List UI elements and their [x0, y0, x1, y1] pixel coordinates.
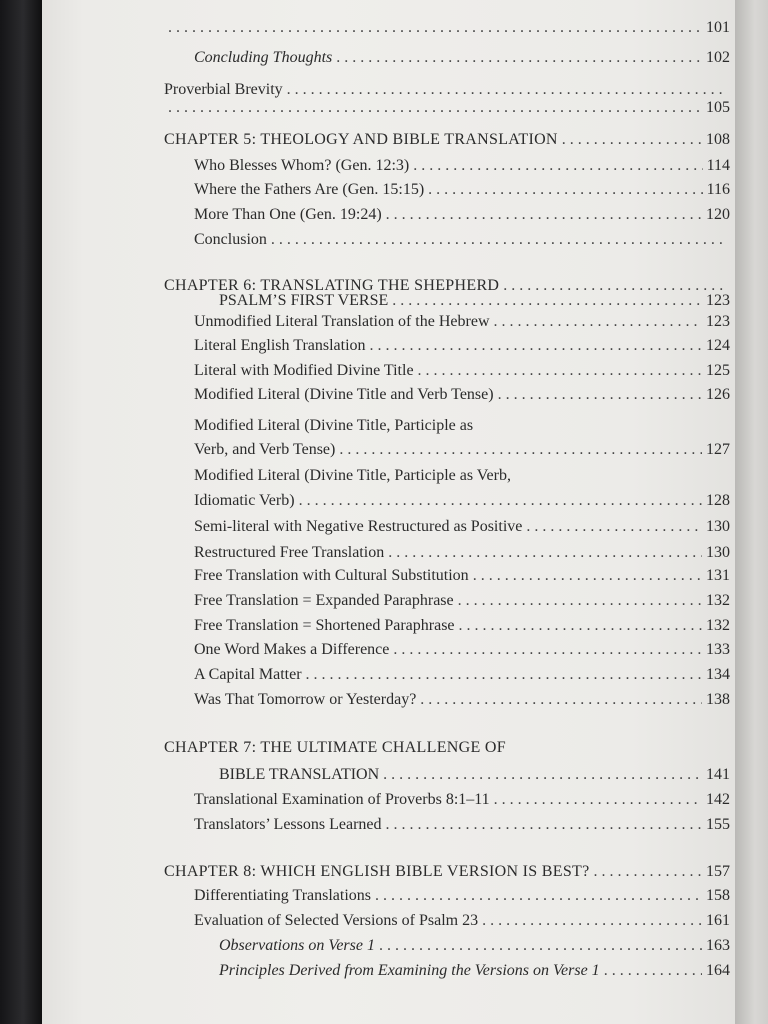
toc-page-number: 142	[706, 791, 730, 808]
toc-entry-title: Free Translation with Cultural Substitution	[194, 567, 469, 584]
toc-page-number: 102	[706, 49, 730, 66]
book-binding	[0, 0, 42, 1024]
toc-entry-title: CHAPTER 6: TRANSLATING THE SHEPHERD	[164, 277, 500, 294]
toc-page-number: 155	[706, 816, 730, 833]
dot-leader	[306, 663, 702, 686]
dot-leader	[413, 154, 702, 177]
toc-page-number: 105	[706, 99, 730, 116]
dot-leader	[336, 46, 702, 69]
toc-entry-title: Where the Fathers Are (Gen. 15:15)	[194, 181, 425, 198]
toc-entry	[194, 515, 730, 538]
toc-entry	[194, 414, 730, 437]
dot-leader	[498, 383, 702, 406]
toc-entry-title: Restructured Free Translation	[194, 544, 385, 561]
toc-page-number: 164	[706, 962, 730, 979]
toc-entry-title: Idiomatic Verb)	[194, 492, 295, 509]
dot-leader	[458, 589, 702, 612]
toc-entry	[164, 736, 730, 759]
toc-entry	[164, 96, 730, 119]
toc-entry	[194, 203, 730, 226]
toc-entry-title: Unmodified Literal Translation of the Hebrew	[194, 313, 490, 330]
toc-entry-title: Evaluation of Selected Versions of Psalm 23	[194, 912, 479, 929]
toc-page-number: 158	[706, 887, 730, 904]
toc-entry	[194, 438, 730, 461]
toc-entry	[194, 688, 730, 711]
toc-entry	[194, 638, 730, 661]
dot-leader	[339, 438, 702, 461]
toc-entry-title: Principles Derived from Examining the Versions on Verse 1	[219, 962, 600, 979]
toc-entry-title: More Than One (Gen. 19:24)	[194, 206, 382, 223]
dot-leader	[271, 228, 726, 251]
toc-entry	[194, 383, 730, 406]
toc-entry-title: Modified Literal (Divine Title, Participle as	[194, 417, 474, 434]
toc-page-number: 130	[706, 544, 730, 561]
toc-entry-title: Was That Tomorrow or Yesterday?	[194, 691, 417, 708]
toc-page-number: 124	[706, 337, 730, 354]
toc-page-number: 125	[706, 362, 730, 379]
page-edge	[735, 0, 768, 1024]
toc-entry	[194, 46, 730, 69]
toc-entry	[194, 228, 730, 251]
toc-entry	[194, 334, 730, 357]
toc-entry	[194, 663, 730, 686]
toc-entry	[194, 909, 730, 932]
toc-entry	[194, 359, 730, 382]
toc-entry	[194, 884, 730, 907]
dot-leader	[604, 959, 702, 982]
toc-entry-title: CHAPTER 7: THE ULTIMATE CHALLENGE OF	[164, 739, 506, 756]
toc-page-number: 128	[706, 492, 730, 509]
toc-entry	[194, 614, 730, 637]
toc-entry	[194, 788, 730, 811]
toc-page-number: 114	[706, 157, 730, 174]
dot-leader	[526, 515, 702, 538]
toc-page-number: 116	[706, 181, 730, 198]
toc-page-number: 127	[706, 441, 730, 458]
toc-entry	[194, 813, 730, 836]
toc-entry	[194, 541, 730, 564]
toc-entry-title: Translators’ Lessons Learned	[194, 816, 382, 833]
toc-page-number: 157	[706, 863, 730, 880]
toc-entry-title: Proverbial Brevity	[164, 81, 283, 98]
toc-entry	[164, 16, 730, 39]
toc-page-number: 134	[706, 666, 730, 683]
dot-leader	[392, 289, 702, 312]
toc-entry-title: Conclusion	[194, 231, 267, 248]
dot-leader	[428, 178, 702, 201]
toc-entry-title: Literal English Translation	[194, 337, 366, 354]
dot-leader	[168, 96, 702, 119]
toc-page-number: 131	[706, 567, 730, 584]
toc-entry-title: Who Blesses Whom? (Gen. 12:3)	[194, 157, 410, 174]
toc-entry-title: One Word Makes a Difference	[194, 641, 390, 658]
dot-leader	[383, 763, 702, 786]
toc-page-number: 123	[706, 313, 730, 330]
toc-entry	[194, 154, 730, 177]
dot-leader	[299, 489, 702, 512]
toc-entry-title: Modified Literal (Divine Title and Verb Tense)	[194, 386, 494, 403]
toc-entry-title: BIBLE TRANSLATION	[219, 766, 380, 783]
dot-leader	[370, 334, 702, 357]
toc-entry-title: Free Translation = Shortened Paraphrase	[194, 617, 455, 634]
toc-entry	[164, 860, 730, 883]
toc-entry-title: Concluding Thoughts	[194, 49, 333, 66]
toc-entry-title: CHAPTER 8: WHICH ENGLISH BIBLE VERSION IS BEST?	[164, 863, 590, 880]
toc-entry	[194, 310, 730, 333]
toc-page-number: 108	[706, 131, 730, 148]
dot-leader	[420, 688, 702, 711]
toc-entry	[219, 934, 730, 957]
toc-entry-title: Semi-literal with Negative Restructured as Positive	[194, 518, 523, 535]
toc-page-number: 130	[706, 518, 730, 535]
toc-page-number: 161	[706, 912, 730, 929]
toc-entry	[194, 489, 730, 512]
toc-entry	[164, 128, 730, 151]
toc-page-number: 138	[706, 691, 730, 708]
dot-leader	[375, 884, 702, 907]
dot-leader	[459, 614, 702, 637]
dot-leader	[388, 541, 702, 564]
dot-leader	[386, 203, 702, 226]
toc-page-number: 133	[706, 641, 730, 658]
dot-leader	[393, 638, 702, 661]
toc-entry	[219, 289, 730, 312]
toc-entry	[194, 178, 730, 201]
toc-entry-title: Differentiating Translations	[194, 887, 372, 904]
toc-entry	[194, 464, 730, 487]
dot-leader	[494, 310, 703, 333]
toc-page-number: 141	[706, 766, 730, 783]
toc-entry-title: Observations on Verse 1	[219, 937, 375, 954]
dot-leader	[418, 359, 702, 382]
toc-entry-title: Verb, and Verb Tense)	[194, 441, 336, 458]
toc-entry-title: Modified Literal (Divine Title, Participle as Verb,	[194, 467, 511, 484]
toc-entry-title: CHAPTER 5: THEOLOGY AND BIBLE TRANSLATION	[164, 131, 558, 148]
book-page	[42, 0, 735, 1024]
toc-entry-title: Literal with Modified Divine Title	[194, 362, 414, 379]
toc-entry	[194, 564, 730, 587]
toc-page-number: 126	[706, 386, 730, 403]
toc-entry-title: A Capital Matter	[194, 666, 302, 683]
toc-page-number: 101	[706, 19, 730, 36]
toc-entry-title: Translational Examination of Proverbs 8:1–11	[194, 791, 490, 808]
dot-leader	[562, 128, 702, 151]
dot-leader	[494, 788, 702, 811]
toc-page-number: 132	[706, 592, 730, 609]
toc-entry	[219, 763, 730, 786]
dot-leader	[482, 909, 702, 932]
toc-entry	[219, 959, 730, 982]
toc-page-number: 120	[706, 206, 730, 223]
toc-entry	[194, 589, 730, 612]
dot-leader	[379, 934, 702, 957]
toc-page-number: 123	[706, 292, 730, 309]
toc-page-number: 132	[706, 617, 730, 634]
toc-entry-title: Free Translation = Expanded Paraphrase	[194, 592, 454, 609]
dot-leader	[473, 564, 702, 587]
dot-leader	[386, 813, 702, 836]
toc-entry-title: PSALM’S FIRST VERSE	[219, 292, 389, 309]
dot-leader	[168, 16, 702, 39]
dot-leader	[594, 860, 702, 883]
toc-page-number: 163	[706, 937, 730, 954]
